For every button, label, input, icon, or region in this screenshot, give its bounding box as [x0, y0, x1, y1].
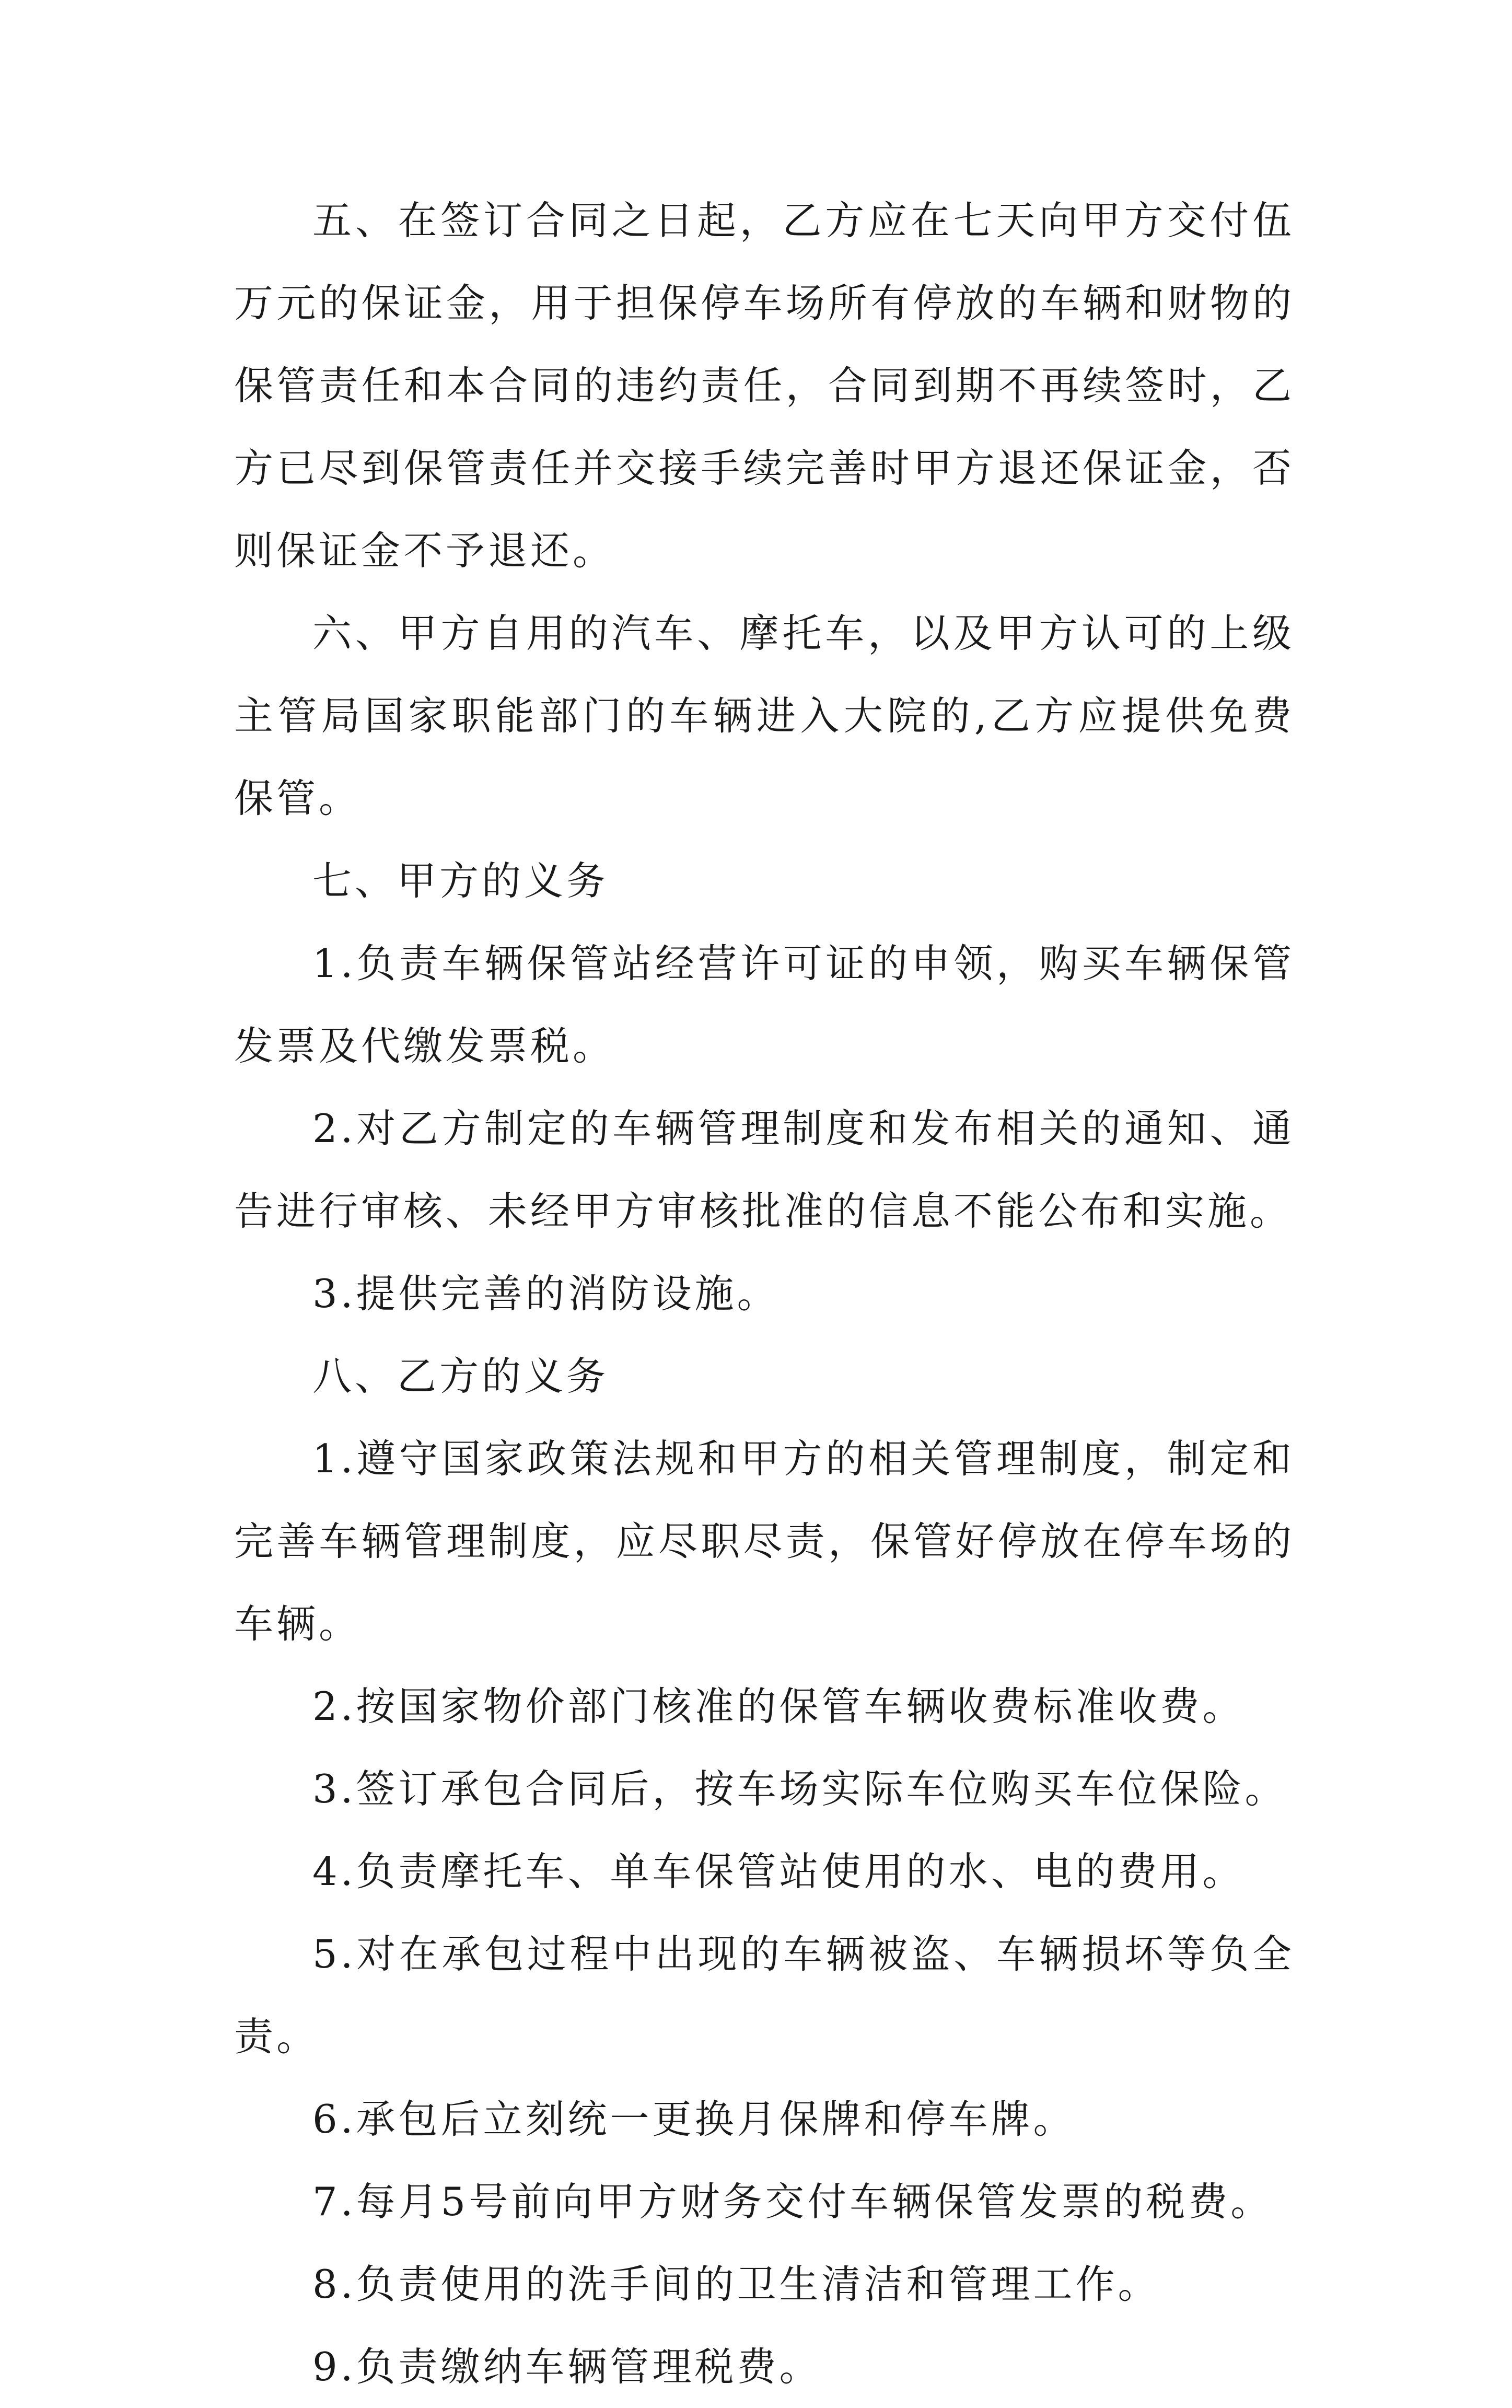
party-b-item-2: 2.按国家物价部门核准的保管车辆收费标准收费。	[312, 1683, 1245, 1729]
party-b-item-6: 6.承包后立刻统一更换月保牌和停车牌。	[312, 2096, 1076, 2142]
clause-six: 六、甲方自用的汽车、摩托车，以及甲方认可的上级主管局国家职能部门的车辆进入大院的,乙方应提供免费保管。	[234, 610, 1295, 821]
party-b-item-5: 5.对在承包过程中出现的车辆被盗、车辆损坏等负全责。	[234, 1931, 1295, 2060]
document-body	[234, 179, 1295, 2408]
party-b-item-3: 3.签订承包合同后，按车场实际车位购买车位保险。	[312, 1766, 1287, 1812]
section-heading-party-a-obligations: 七、甲方的义务	[312, 858, 609, 904]
party-b-item-4: 4.负责摩托车、单车保管站使用的水、电的费用。	[312, 1848, 1245, 1894]
party-b-item-9: 9.负责缴纳车辆管理税费。	[312, 2344, 822, 2390]
party-b-item-1: 1.遵守国家政策法规和甲方的相关管理制度，制定和完善车辆管理制度，应尽职尽责，保管好停放在停车场的车辆。	[234, 1436, 1295, 1647]
party-b-item-8: 8.负责使用的洗手间的卫生清洁和管理工作。	[312, 2261, 1160, 2307]
party-a-item-3: 3.提供完善的消防设施。	[312, 1271, 780, 1317]
party-b-item-7: 7.每月5号前向甲方财务交付车辆保管发票的税费。	[312, 2179, 1273, 2225]
section-heading-party-b-obligations: 八、乙方的义务	[312, 1353, 609, 1399]
clause-five: 五、在签订合同之日起，乙方应在七天向甲方交付伍万元的保证金，用于担保停车场所有停放的车辆和财物的保管责任和本合同的违约责任，合同到期不再续签时，乙方已尽到保管责任并交接手续完善时甲方退还保证金，否则保证金不予退还。	[234, 197, 1295, 574]
party-a-item-2: 2.对乙方制定的车辆管理制度和发布相关的通知、通告进行审核、未经甲方审核批准的信息不能公布和实施。	[234, 1106, 1295, 1234]
party-a-item-1: 1.负责车辆保管站经营许可证的申领，购买车辆保管发票及代缴发票税。	[234, 940, 1295, 1069]
